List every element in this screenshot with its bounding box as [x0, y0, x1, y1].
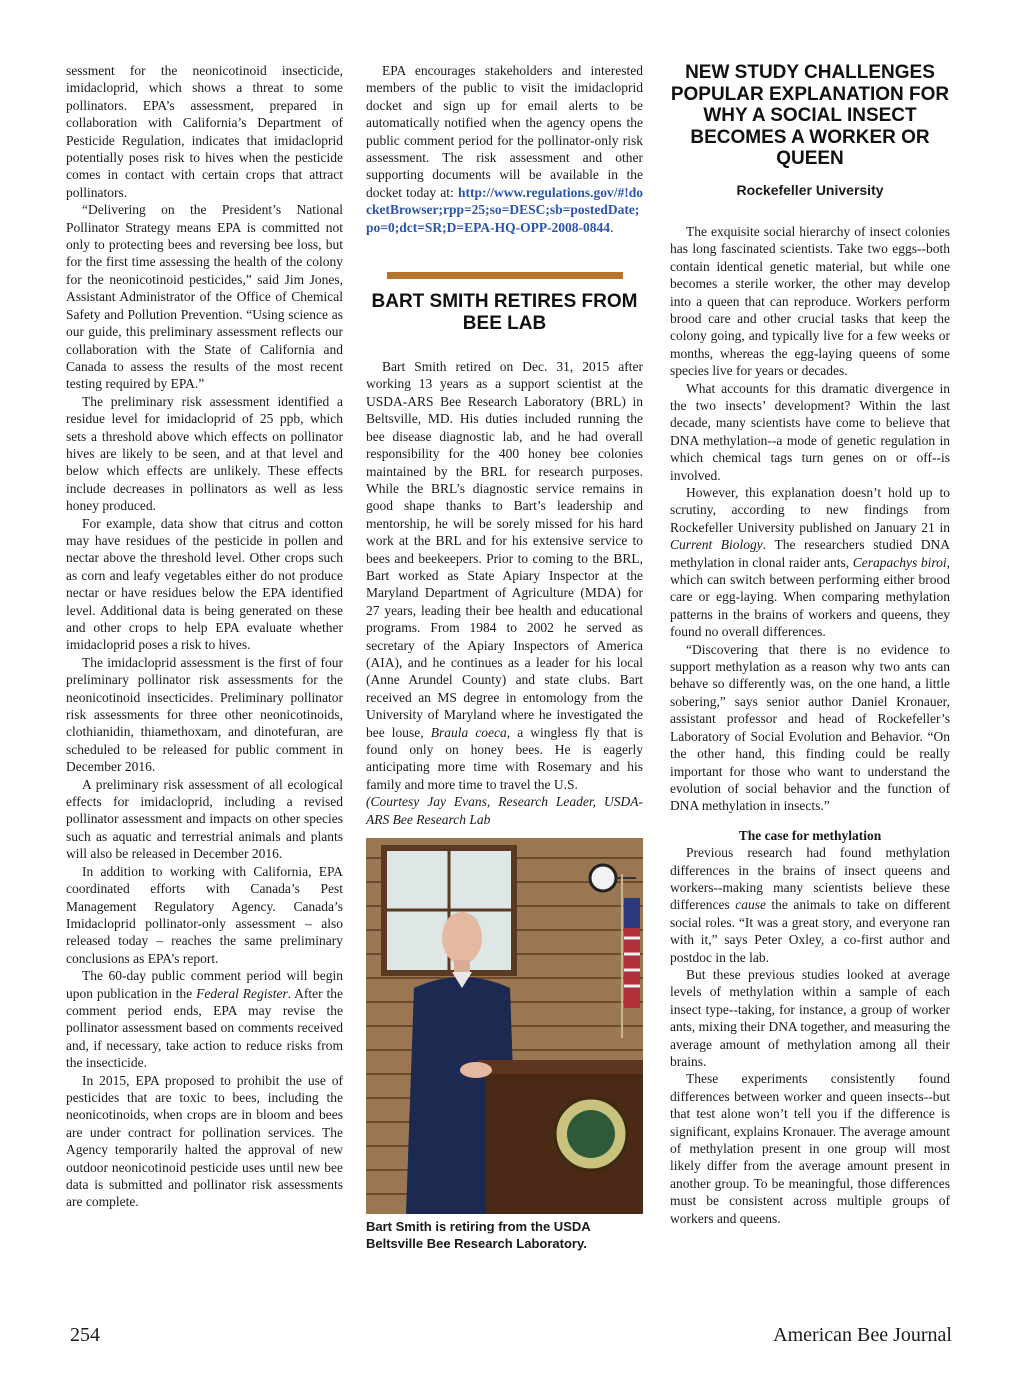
paragraph: A preliminary risk assessment of all ecological effects for imidacloprid, including a revised pollinator assessment and impacts on other species such as aquatic and terrestrial animals and plants will also be released in December 2016.: [66, 776, 343, 862]
text: . The researchers studied DNA methylation in clonal raider ants,: [670, 537, 950, 570]
journal-name: American Bee Journal: [773, 1324, 952, 1346]
paragraph: [366, 358, 643, 793]
photo-caption: Bart Smith is retiring from the USDA Beltsville Bee Research Laboratory.: [366, 1219, 591, 1252]
article-headline: BART SMITH RETIRES FROM BEE LAB: [371, 291, 638, 334]
section-subhead: The case for methylation: [738, 827, 882, 843]
paragraph: The imidacloprid assessment is the first of four preliminary pollinator risk assessments for the neonicotinoid insecticides. Preliminary pollinator risk assessments for three other neonicotinoids, clothianidin, thiamethoxam, and dinotefuran, are scheduled to be released for public comment in December 2016.: [66, 654, 343, 775]
paragraph: [66, 967, 343, 1071]
italic-text: cause: [735, 897, 766, 913]
paragraph: “Discovering that there is no evidence to support methylation as a reason why two ants can behave so differently was, on the one hand, a little sobering,” says senior author Daniel Kronauer, assistant professor and head of Rockefeller’s Laboratory of Social Evolution and Behavior. “On the other hand, this finding could be really important for those who want to understand the evolution of social behavior and the function of DNA methylation in insects.”: [670, 641, 950, 814]
paragraph: [366, 62, 643, 236]
paragraph: sessment for the neonicotinoid insecticide, imidacloprid, which shows a threat to some pollinators. EPA’s assessment, prepared in collaboration with California’s Department of Pesticide Regulation, indicates that imidacloprid potentially poses risk to hives when the pesticide comes in contact with certain crops that attract pollinators.: [66, 63, 343, 200]
docket-link[interactable]: http://www.regulations.gov/#!docketBrowser;rpp=25;so=DESC;sb=postedDate;po=0;dct=SR;D=EPA-HQ-OPP-2008-0844: [366, 184, 643, 235]
page-number: 254: [70, 1324, 100, 1346]
paragraph: For example, data show that citrus and cotton may have residues of the pesticide in pollen and nectar above the threshold level. Other crops such as corn and leafy vegetables either do not produce nectar or have residues below the EPA identified level. Additional data is being generated on these and other crops to help EPA evaluate whether imidacloprid poses a risk to hives.: [66, 515, 343, 653]
paragraph: What accounts for this dramatic divergence in the two insects’ development? Within the last decade, many scientists have come to believe that DNA methylation--a mode of genetic regulation in which chemical tags turn genes on or off--is involved.: [670, 380, 950, 483]
rockefeller-study-column: [670, 62, 950, 1227]
italic-text: Braula coeca: [430, 724, 507, 740]
photo-illustration: [366, 838, 643, 1214]
text: , which can switch between performing either brood care or egg-laying. When comparing methylation patterns in the brains of workers and queens, they found no overall differences.: [670, 554, 950, 640]
epa-article-column: [66, 62, 343, 1211]
text: The 60-day public comment period will begin upon publication in the: [66, 968, 343, 1001]
paragraph: But these previous studies looked at average levels of methylation within a sample of each insect type--taking, for instance, a group of worker ants, mixing their DNA together, and measuring the average amount of methylation among all their brains.: [670, 966, 950, 1069]
paragraph: The exquisite social hierarchy of insect colonies has long fascinated scientists. Take two eggs--both contain identical genetic material, but while one becomes a sterile worker, the other may develop into a queen that can reproduce. Workers perform brood care and other crucial tasks that keep the colony going, and typically live for a few weeks or months, whereas the egg-laying queens of some species live for years or decades.: [670, 223, 950, 379]
text: .: [610, 219, 614, 235]
text: , a wingless fly that is found only on honey bees. He is eagerly anticipating more time with Rosemary and his family and more time to travel the U.S.: [366, 724, 643, 792]
byline: Rockefeller University: [736, 181, 884, 198]
courtesy-credit: (Courtesy Jay Evans, Research Leader, USDA-ARS Bee Research Lab: [366, 794, 643, 827]
paragraph: “Delivering on the President’s National Pollinator Strategy means EPA is committed not only to protecting bees and reversing bee loss, but for the first time assessing the health of the colony for the neonicotinoid pesticides,” said Jim Jones, Assistant Administrator of the Office of Chemical Safety and Pollution Prevention. “Using science as our guide, this preliminary assessment reflects our collaboration with the State of California and Canada to assess the results of the most recent testing required by EPA.”: [66, 202, 343, 392]
section-rule: [387, 272, 623, 279]
bart-smith-column: [366, 62, 643, 1252]
italic-text: Current Biology: [670, 537, 763, 553]
italic-text: Cerapachys biroi: [852, 554, 947, 570]
italic-text: Federal Register: [196, 985, 288, 1001]
text: EPA encourages stakeholders and interested members of the public to visit the imidacloprid docket and sign up for email alerts to be automatically notified when the agency opens the public comment period for the pollinator-only risk assessment. The risk assessment and other supporting documents will be available in the docket today at:: [366, 63, 643, 200]
paragraph: In 2015, EPA proposed to prohibit the use of pesticides that are toxic to bees, including the neonicotinoids, when crops are in bloom and bees are under contract for pollination services. The Agency temporarily halted the approval of new outdoor neonicotinoid pesticide uses until new bee data is submitted and pollinator risk assessments are complete.: [66, 1072, 343, 1210]
text: Bart Smith retired on Dec. 31, 2015 after working 13 years as a support scientist at the USDA-ARS Bee Research Laboratory (BRL) in Beltsville, MD. His duties included running the bee disease diagnostic lab, and he had overall responsibility for the 400 honey bee colonies maintained by the BRL for research purposes. While the BRL’s diagnostic service remains in good shape thanks to Bart’s leadership and mentorship, he will be sorely missed for his hard work at the BRL and for his extensive service to bees and beekeepers. Prior to coming to the BRL, Bart worked as State Apiary Inspector at the Maryland Department of Agriculture (MDA) for 27 years, leading their bee health and educational programs. From 1984 to 2002 he served as secretary of the Apiary Inspectors of America (AIA), and he continues as a leader for his local (Anne Arundel County) and state clubs. Bart received an MS degree in entomology from the University of Maryland where he investigated the bee louse,: [366, 359, 643, 740]
text: . After the comment period ends, EPA may revise the pollinator assessment based on comments received and, if necessary, take action to reduce risks from the insecticide.: [66, 985, 344, 1071]
paragraph: [670, 844, 950, 966]
text: the animals to take on different social roles. “It was a great story, and everyone ran with it,” says Peter Oxley, a co-first author and postdoc in the lab.: [670, 897, 951, 965]
article-headline: NEW STUDY CHALLENGES POPULAR EXPLANATION FOR WHY A SOCIAL INSECT BECOMES A WORKER OR QUEEN: [670, 62, 950, 169]
bart-smith-photo: [366, 838, 643, 1214]
paragraph: [366, 793, 643, 828]
text: Previous research had found methylation differences in the brains of insect queens and workers--making many scientists believe these differences: [670, 845, 950, 913]
paragraph: [670, 484, 950, 641]
paragraph: In addition to working with California, EPA coordinated efforts with Canada’s Pest Management Regulatory Agency. Canada’s Imidacloprid pollinator-only assessment – also released today – reaches the same preliminary conclusions as EPA’s report.: [66, 863, 343, 966]
paragraph: The preliminary risk assessment identified a residue level for imidacloprid of 25 ppb, which sets a threshold above which effects on pollinator hives are likely to be seen, and at that level and below which effects are unlikely. These effects include decreases in pollinators as well as less honey produced.: [66, 393, 343, 514]
paragraph: These experiments consistently found differences between worker and queen insects--but that test alone won’t tell you if the difference is significant, explains Kronauer. The average amount of methylation present in one group will most likely differ from the average amount present in another group. To be meaningful, those differences must be consistent across multiple groups of workers and queens.: [670, 1071, 950, 1226]
text: However, this explanation doesn’t hold up to scrutiny, according to new findings from Rockefeller University published on January 21 in: [670, 485, 950, 535]
